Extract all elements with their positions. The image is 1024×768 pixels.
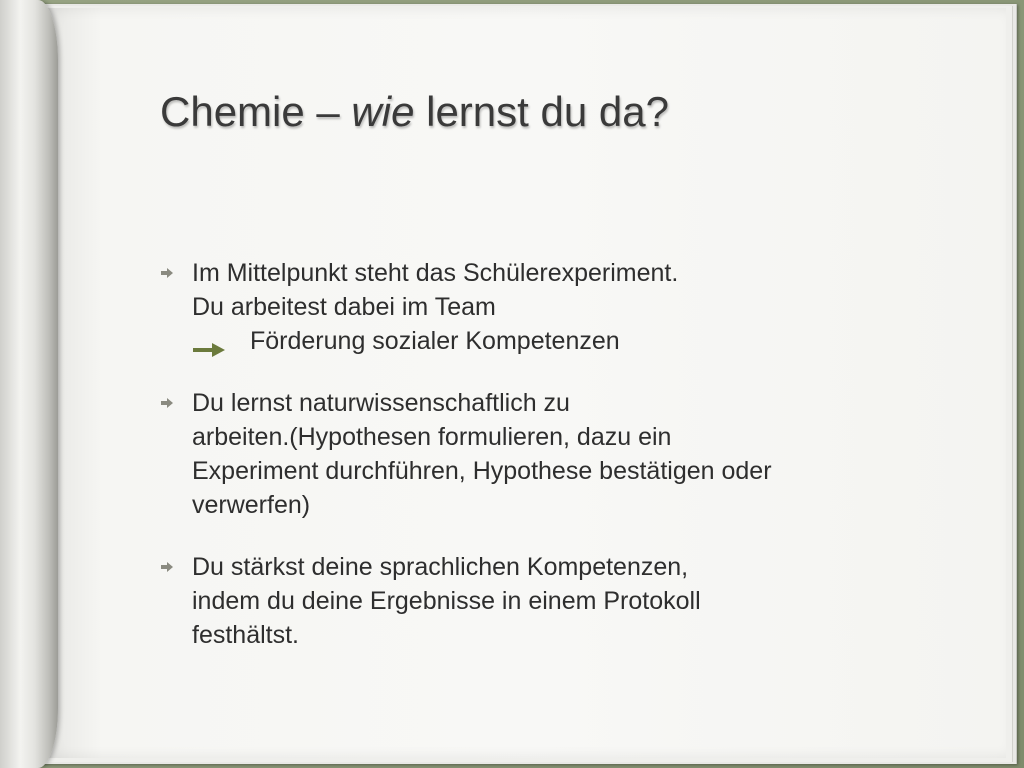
bullet-line: Du arbeitest dabei im Team — [192, 293, 496, 321]
bullet-line: Du lernst naturwissenschaftlich zu — [192, 389, 570, 417]
arrow-bullet-icon — [160, 396, 174, 410]
title-prefix: Chemie – — [160, 88, 352, 135]
bullet-line: arbeiten.(Hypothesen formulieren, dazu ein — [192, 423, 672, 451]
bullet-line: festhältst. — [192, 621, 299, 649]
bullet-line: Im Mittelpunkt steht das Schülerexperiment. — [192, 259, 679, 287]
bullet-line: indem du deine Ergebnisse in einem Protokoll — [192, 587, 701, 615]
notebook-binding — [0, 0, 58, 768]
bullet-line: Du stärkst deine sprachlichen Kompetenzen, — [192, 553, 689, 581]
bullet-line: Experiment durchführen, Hypothese bestätigen oder — [192, 457, 772, 485]
bullet-list — [160, 256, 920, 652]
bullet-item-1 — [160, 256, 920, 358]
bullet-item-2 — [160, 386, 920, 522]
title-emphasis: wie — [351, 88, 415, 135]
arrow-bullet-icon — [160, 560, 174, 574]
bullet-arrow-line — [192, 324, 920, 358]
bullet-arrow-text: Förderung sozialer Kompetenzen — [250, 327, 620, 355]
bullet-line: verwerfen) — [192, 491, 311, 519]
arrow-bullet-icon — [160, 266, 174, 280]
slide-title — [160, 88, 669, 136]
bullet-item-3 — [160, 550, 920, 652]
right-arrow-icon — [192, 342, 226, 358]
title-suffix: lernst du da? — [414, 88, 669, 135]
